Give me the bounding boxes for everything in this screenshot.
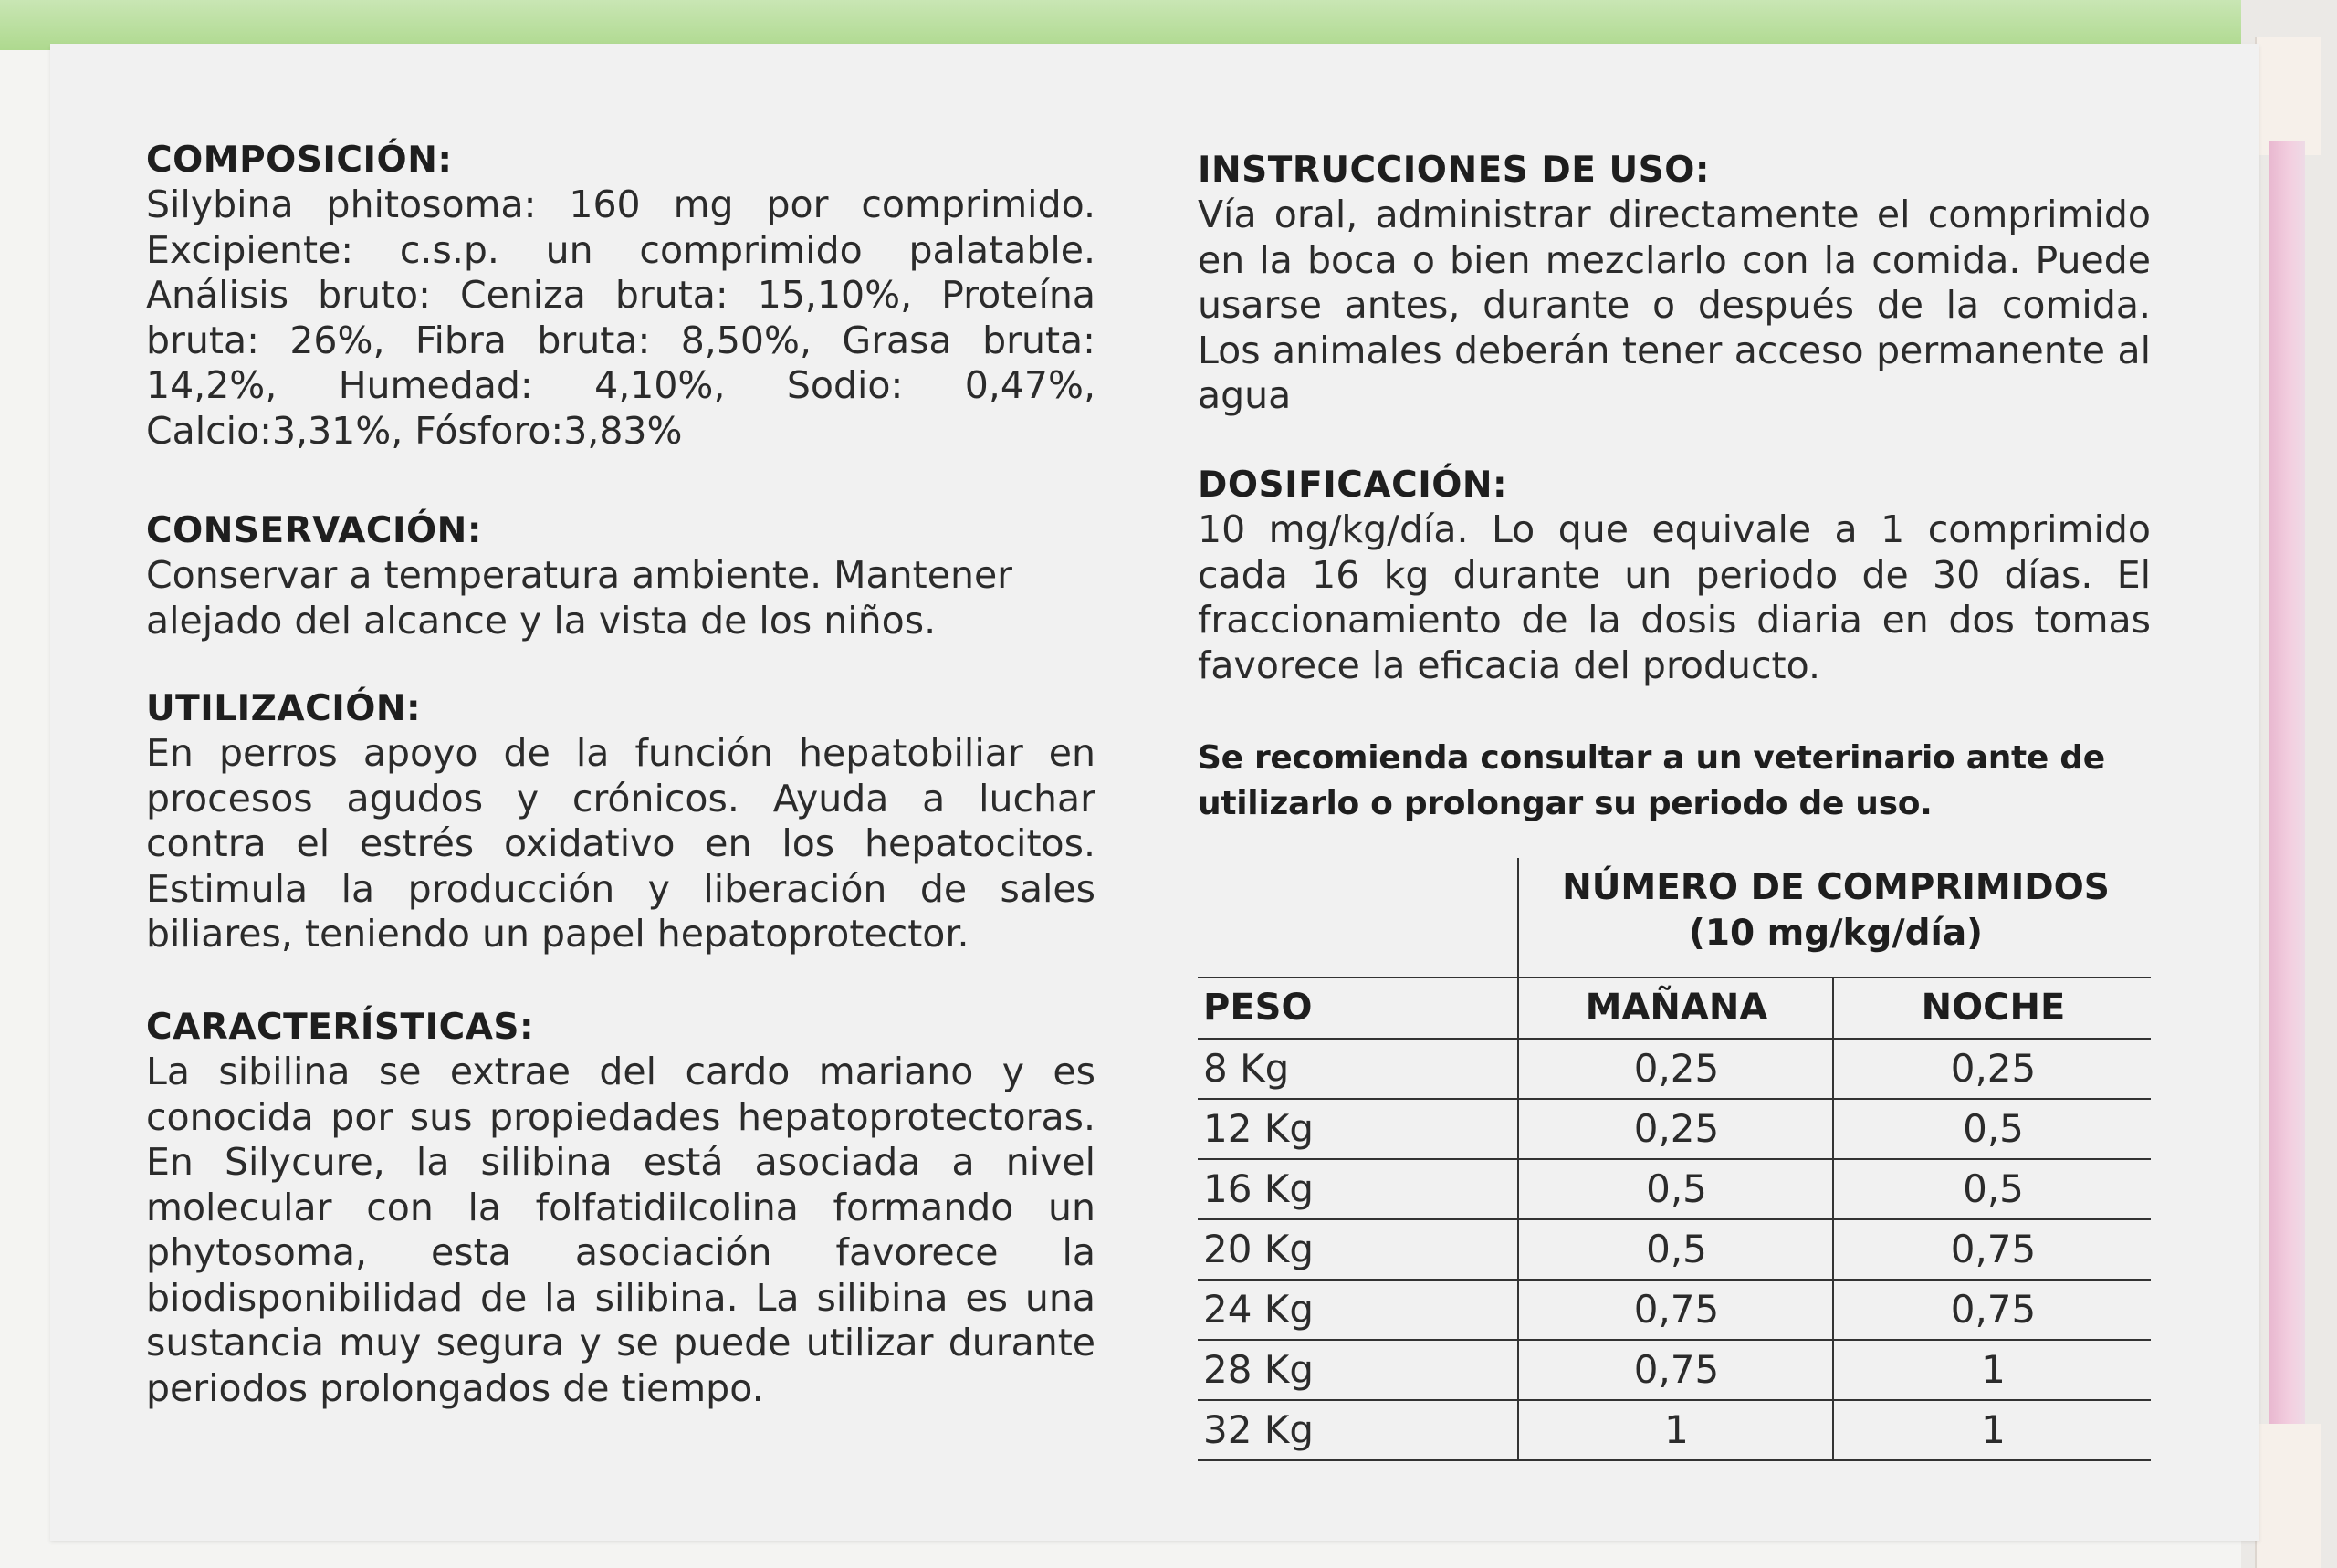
pink-side-band — [2269, 141, 2305, 1501]
dosificacion-text: 10 mg/kg/día. Lo que equivale a 1 comprimido cada 16 kg durante un periodo de 30 días. El fraccionamiento de la dosis diaria en dos tomas favorece la eficacia del producto. — [1198, 507, 2151, 687]
cell-peso: 32 Kg — [1203, 1407, 1314, 1452]
group-header-line1: NÚMERO DE COMPRIMIDOS — [1562, 867, 2110, 908]
header-manana: MAÑANA — [1517, 978, 1834, 1038]
cell-manana: 0,25 — [1517, 1099, 1834, 1158]
utilizacion-text: En perros apoyo de la función hepatobiliar en procesos agudos y crónicos. Ayuda a luchar contra el estrés oxidativo en los hepatocitos. Estimula la producción y liberación de sales biliares, teniendo un papel hepatoprotector. — [146, 731, 1095, 956]
cell-manana: 1 — [1517, 1400, 1834, 1459]
table-group-header — [1198, 858, 2151, 977]
cell-manana: 0,25 — [1517, 1039, 1834, 1098]
section-instrucciones — [1198, 149, 2151, 419]
cell-peso: 28 Kg — [1203, 1347, 1314, 1392]
cell-peso: 20 Kg — [1203, 1227, 1314, 1271]
table-row — [1198, 1099, 2151, 1160]
section-caracteristicas — [146, 1006, 1095, 1411]
recommendation-note — [1198, 736, 2165, 827]
cell-manana: 0,75 — [1517, 1340, 1834, 1399]
instrucciones-title: INSTRUCCIONES DE USO: — [1198, 150, 1710, 191]
cell-noche: 0,5 — [1832, 1099, 2153, 1158]
table-row — [1198, 1219, 2151, 1281]
cell-peso: 12 Kg — [1203, 1106, 1314, 1151]
group-header-line2: (10 mg/kg/día) — [1689, 913, 1983, 954]
table-row — [1198, 1159, 2151, 1220]
cell-manana: 0,75 — [1517, 1280, 1834, 1339]
section-conservacion — [146, 509, 1095, 643]
cell-noche: 0,25 — [1832, 1039, 2153, 1098]
cell-manana: 0,5 — [1517, 1219, 1834, 1279]
table-row — [1198, 1400, 2151, 1461]
cell-noche: 1 — [1832, 1340, 2153, 1399]
section-composicion — [146, 139, 1095, 454]
cell-peso: 8 Kg — [1203, 1046, 1290, 1091]
section-utilizacion — [146, 687, 1095, 957]
table-row — [1198, 1280, 2151, 1341]
cell-noche: 0,5 — [1832, 1159, 2153, 1218]
section-dosificacion — [1198, 464, 2151, 688]
box-flap-bottom — [2255, 1424, 2321, 1568]
cell-peso: 24 Kg — [1203, 1287, 1314, 1332]
green-top-band — [0, 0, 2337, 50]
caracteristicas-text: La sibilina se extrae del cardo mariano y es conocida por sus propiedades hepatoprotectoras. En Silycure, la silibina está asociada a nivel molecular con la folfatidilcolina formando un phytosoma, esta asociación favorece la biodisponibilidad de la silibina. La silibina es una sustancia muy segura y se puede utilizar durante periodos prolongados de tiempo. — [146, 1050, 1095, 1410]
cell-peso: 16 Kg — [1203, 1166, 1314, 1211]
instrucciones-text: Vía oral, administrar directamente el comprimido en la boca o bien mezclarlo con la comida. Puede usarse antes, durante o después de la comida. Los animales deberán tener acceso permanente al agua — [1198, 193, 2151, 417]
header-noche: NOCHE — [1832, 978, 2153, 1038]
recommendation-text: Se recomienda consultar a un veterinario ante de utilizarlo o prolongar su periodo de uso. — [1198, 739, 2105, 822]
conservacion-title: CONSERVACIÓN: — [146, 510, 482, 551]
group-header-cell — [1517, 858, 2153, 977]
header-peso: PESO — [1203, 987, 1313, 1029]
conservacion-text: Conservar a temperatura ambiente. Mantener alejado del alcance y la vista de los niños. — [146, 553, 1013, 643]
cell-noche: 1 — [1832, 1400, 2153, 1459]
table-row — [1198, 1340, 2151, 1401]
utilizacion-title: UTILIZACIÓN: — [146, 688, 422, 729]
cell-noche: 0,75 — [1832, 1219, 2153, 1279]
dosificacion-title: DOSIFICACIÓN: — [1198, 465, 1508, 506]
table-header-row — [1198, 977, 2151, 1040]
cell-noche: 0,75 — [1832, 1280, 2153, 1339]
composicion-title: COMPOSICIÓN: — [146, 140, 453, 181]
composicion-text: Silybina phitosoma: 160 mg por comprimido. Excipiente: c.s.p. un comprimido palatable. Análisis bruto: Ceniza bruta: 15,10%, Proteína bruta: 26%, Fibra bruta: 8,50%, Grasa bruta: 14,2%, Humedad: 4,10%, Sodio: 0,47%, Calcio:3,31%, Fósforo:3,83% — [146, 183, 1095, 453]
box-flap-top — [2255, 37, 2321, 155]
table-row — [1198, 1039, 2151, 1100]
cell-manana: 0,5 — [1517, 1159, 1834, 1218]
caracteristicas-title: CARACTERÍSTICAS: — [146, 1007, 535, 1048]
